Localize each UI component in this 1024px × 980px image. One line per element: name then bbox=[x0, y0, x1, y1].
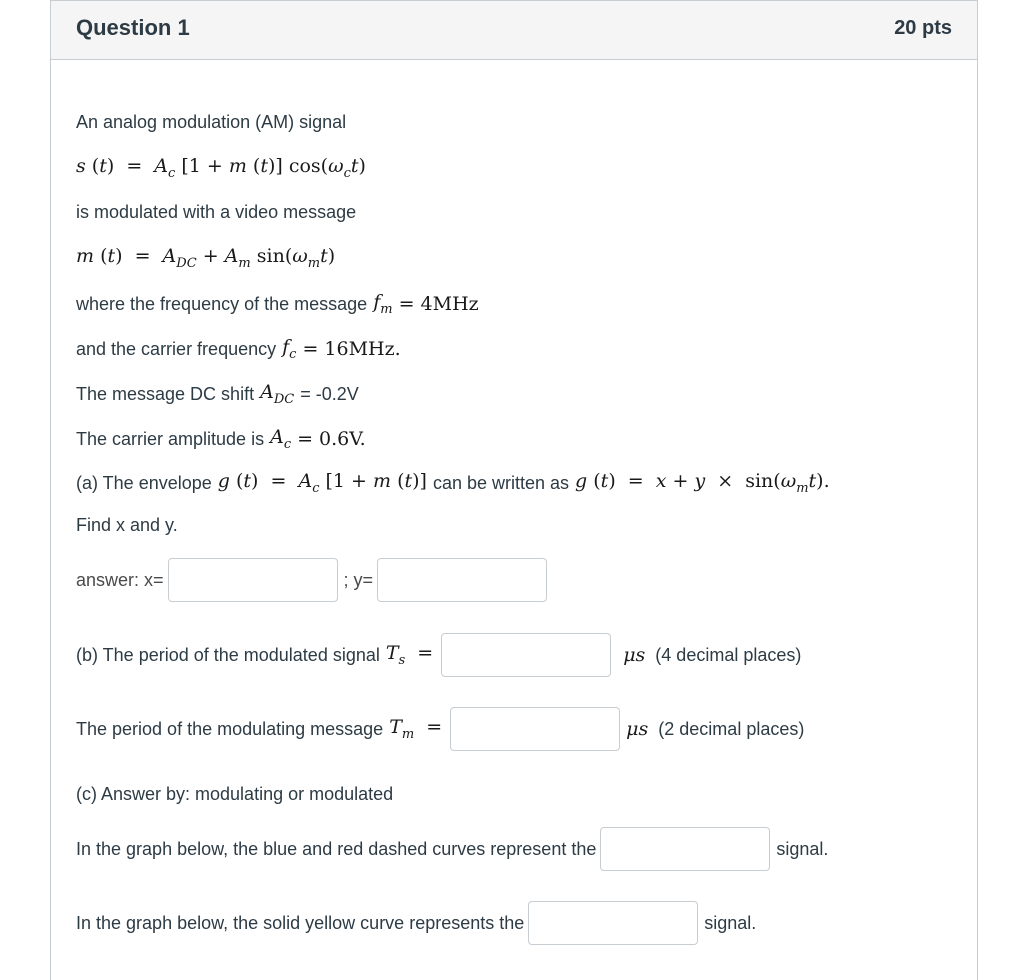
message-frequency-line: where the frequency of the message $f_m$ = 4MHz bbox=[76, 291, 479, 317]
answer-y-input[interactable] bbox=[377, 558, 547, 602]
part-a-line: (a) The envelope g $(t) = A_c$ [1 + m (t)] can be written as g $(t) = x + y \times \sin(\omega_mt)$. bbox=[76, 470, 830, 496]
yellow-line: In the graph below, the solid yellow curve represents the signal. bbox=[76, 901, 756, 945]
message-period-unit: μs bbox=[626, 718, 649, 740]
yellow-answer-input[interactable] bbox=[528, 901, 698, 945]
answer-x-input[interactable] bbox=[168, 558, 338, 602]
answer-x-label: answer: x= bbox=[76, 569, 164, 590]
question-header bbox=[51, 1, 977, 60]
intro-label: An analog modulation (AM) signal bbox=[76, 112, 347, 132]
signal-equation: s $(t) = A_c$ [1 + m (t)] $\cos(\omega_ct)$ bbox=[76, 155, 366, 181]
carrier-frequency-value: = 16MHz. bbox=[302, 338, 401, 360]
modulated-with-text: is modulated with a video message bbox=[76, 202, 357, 222]
message-equation: m $(t) = A_{DC} + A_m$ $\sin(\omega_mt)$ bbox=[76, 245, 336, 271]
dc-shift-line: The message DC shift $A_{DC}$ = -0.2V bbox=[76, 381, 359, 407]
message-frequency-value: = 4MHz bbox=[398, 293, 479, 315]
part-c-text: (c) Answer by: modulating or modulated bbox=[76, 784, 394, 804]
modulated-period-input[interactable] bbox=[441, 633, 611, 677]
part-b-note: (4 decimal places) bbox=[655, 644, 802, 665]
intro-text bbox=[76, 112, 346, 133]
question-points: 20 pts bbox=[894, 17, 952, 39]
answer-xy-line bbox=[76, 558, 547, 602]
message-period-line: The period of the modulating message $T_m$ = μs (2 decimal places) bbox=[76, 707, 804, 751]
find-xy-text: Find x and y. bbox=[76, 515, 178, 535]
part-b-line: (b) The period of the modulated signal $T_s$ = μs (4 decimal places) bbox=[76, 633, 801, 677]
blue-red-line: In the graph below, the blue and red dashed curves represent the signal. bbox=[76, 827, 828, 871]
part-b-unit: μs bbox=[623, 644, 646, 666]
dc-shift-value: = -0.2V bbox=[300, 383, 359, 404]
carrier-amplitude-value: = 0.6V. bbox=[297, 428, 366, 450]
blue-red-answer-input[interactable] bbox=[600, 827, 770, 871]
question-title: Question 1 bbox=[76, 15, 190, 40]
carrier-amplitude-line: The carrier amplitude is $A_c$ = 0.6V. bbox=[76, 426, 366, 452]
message-period-note: (2 decimal places) bbox=[658, 718, 805, 739]
answer-y-label: ; y= bbox=[343, 569, 374, 590]
message-period-input[interactable] bbox=[450, 707, 620, 751]
carrier-frequency-line: and the carrier frequency $f_c$ = 16MHz. bbox=[76, 336, 401, 362]
